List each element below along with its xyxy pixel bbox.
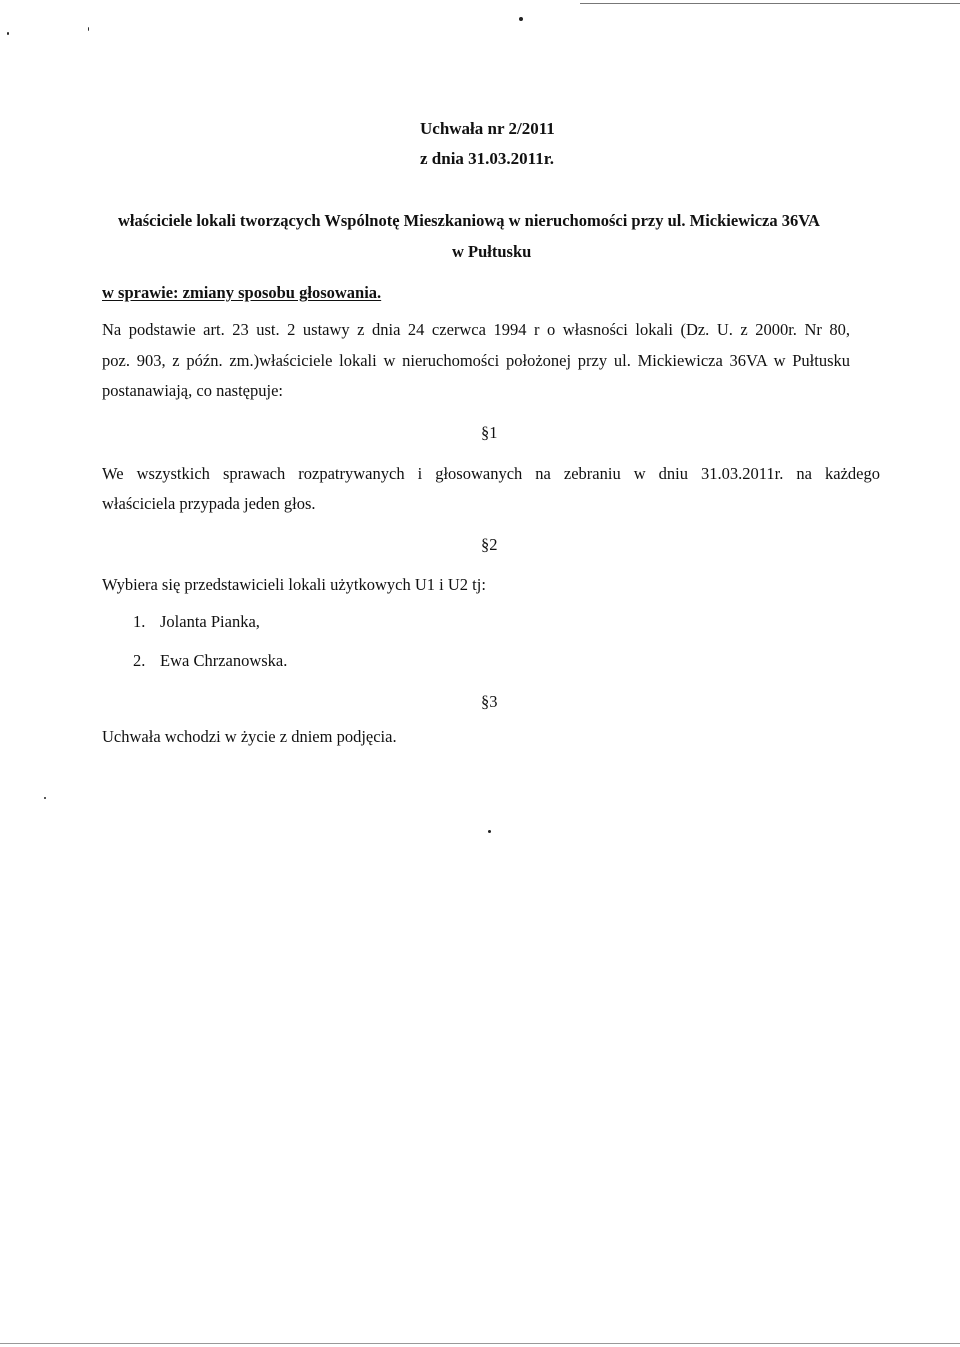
section-1-heading: §1 bbox=[481, 423, 498, 442]
resolution-subject: w sprawie: zmiany sposobu głosowania. bbox=[102, 283, 382, 302]
resolution-date: z dnia 31.03.2011r. bbox=[420, 149, 554, 168]
section-2-intro: Wybiera się przedstawicieli lokali użytkowych U1 i U2 tj: bbox=[102, 575, 486, 594]
scan-edge-line bbox=[0, 1343, 960, 1344]
scan-speck bbox=[44, 797, 46, 799]
section-1-line-1: We wszystkich sprawach rozpatrywanych i głosowanych na zebraniu w dniu 31.03.2011r. na każdego bbox=[102, 464, 880, 483]
scan-speck bbox=[488, 830, 491, 833]
section-2-heading: §2 bbox=[481, 535, 498, 554]
list-item-number: 1. bbox=[133, 612, 146, 631]
scan-speck bbox=[88, 27, 89, 31]
resolution-title: Uchwała nr 2/2011 bbox=[420, 119, 555, 138]
section-1-line-2: właściciela przypada jeden głos. bbox=[102, 494, 316, 513]
section-3-heading: §3 bbox=[481, 692, 498, 711]
preamble-line-1: Na podstawie art. 23 ust. 2 ustawy z dnia 24 czerwca 1994 r o własności lokali (Dz. U. z 2000r. Nr 80, bbox=[102, 320, 850, 339]
scan-edge-line bbox=[580, 3, 960, 4]
list-item-name: Ewa Chrzanowska. bbox=[160, 651, 288, 670]
list-item-number: 2. bbox=[133, 651, 146, 670]
scan-speck bbox=[519, 17, 523, 21]
preamble-line-3: postanawiają, co następuje: bbox=[102, 381, 283, 400]
scan-speck bbox=[7, 32, 9, 35]
section-3-text: Uchwała wchodzi w życie z dniem podjęcia. bbox=[102, 727, 397, 746]
owners-line: właściciele lokali tworzących Wspólnotę Mieszkaniową w nieruchomości przy ul. Mickiewicza 36VA bbox=[118, 211, 820, 230]
preamble-line-2: poz. 903, z późn. zm.)właściciele lokali w nieruchomości położonej przy ul. Mickiewicza 36VA w Pułtusku bbox=[102, 351, 850, 370]
location-line: w Pułtusku bbox=[452, 242, 532, 261]
list-item-name: Jolanta Pianka, bbox=[160, 612, 260, 631]
